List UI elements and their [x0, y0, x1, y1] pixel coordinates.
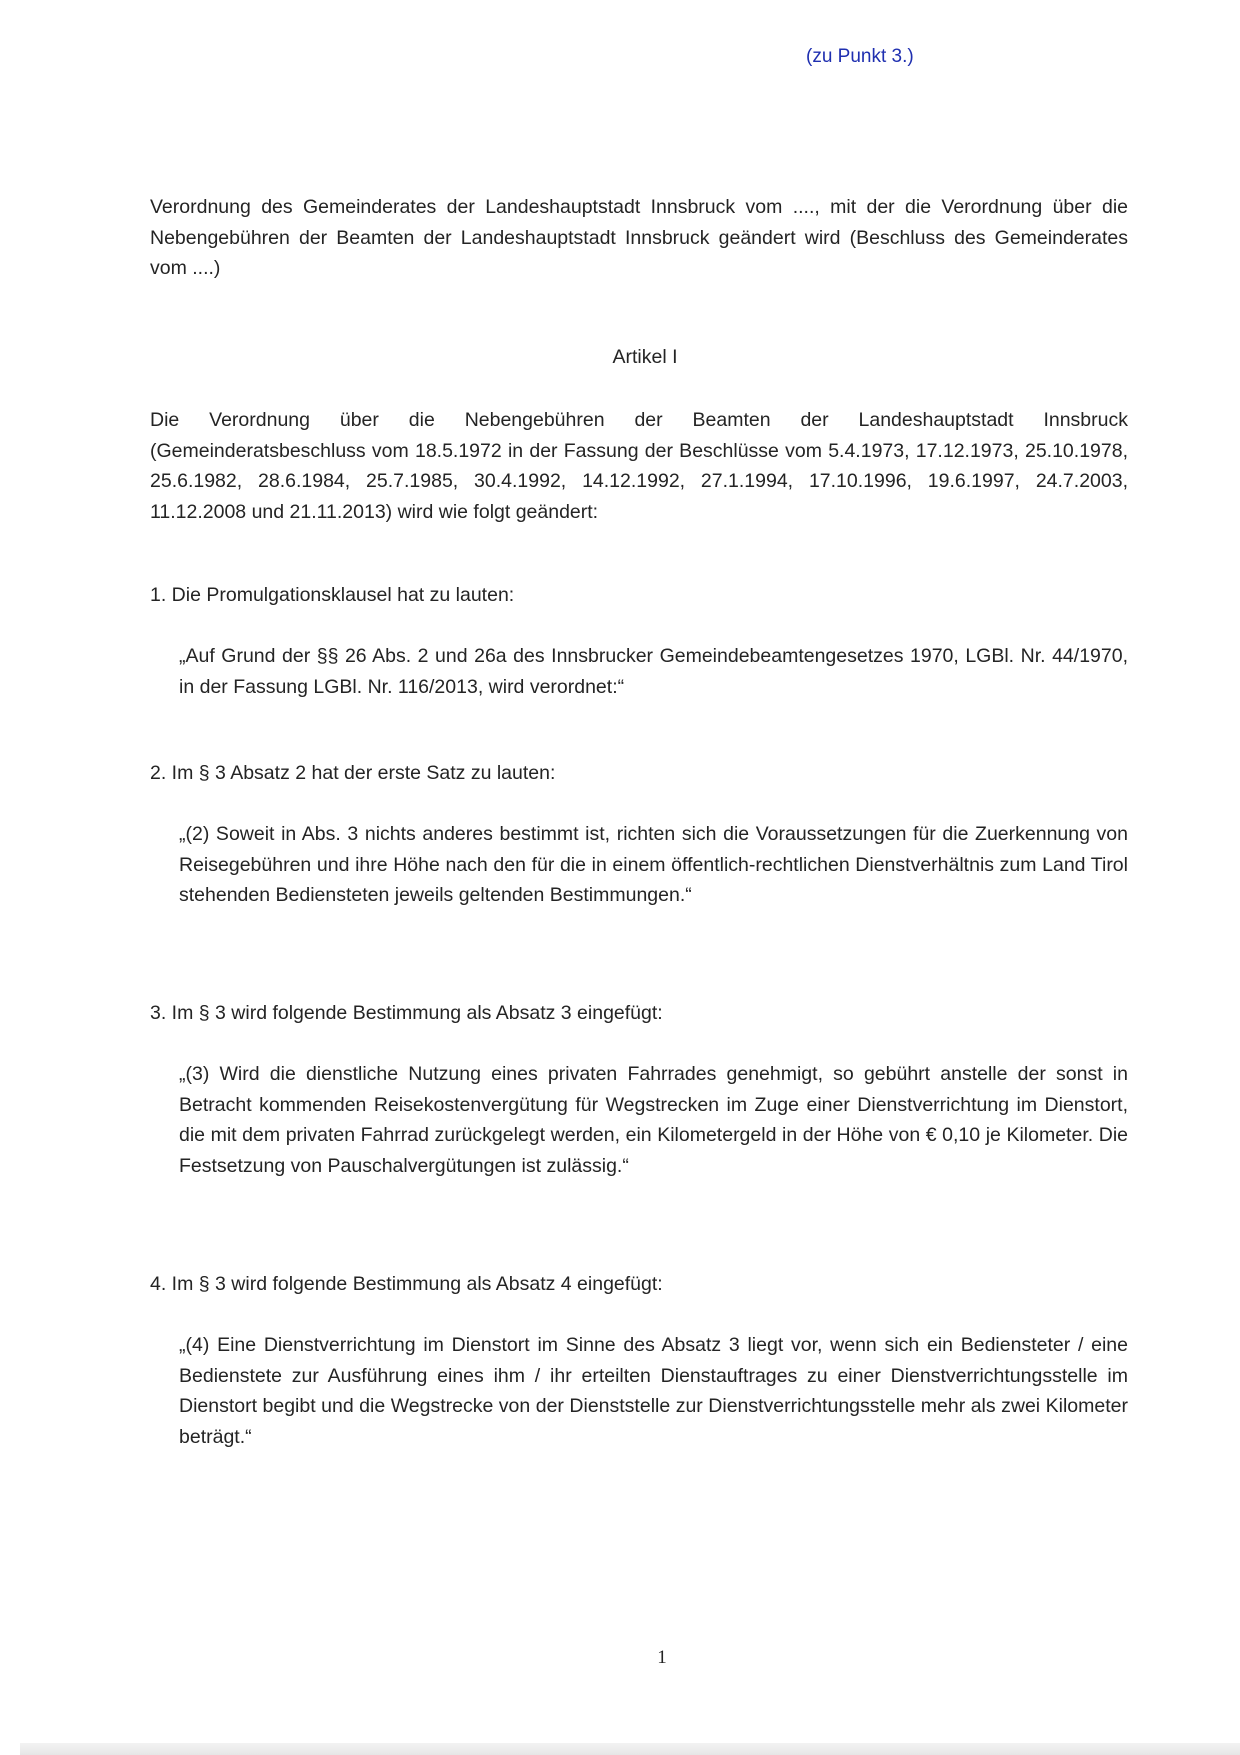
item-2-heading: 2. Im § 3 Absatz 2 hat der erste Satz zu lauten: — [150, 762, 556, 784]
scan-bottom-edge — [20, 1743, 1240, 1755]
item-1-quote: „Auf Grund der §§ 26 Abs. 2 und 26a des Innsbrucker Gemeindebeamtengesetzes 1970, LGBl. Nr. 44/1970, in der Fassung LGBl. Nr. 116/2013, wird verordnet:“ — [179, 645, 1128, 698]
item-1-heading: 1. Die Promulgationsklausel hat zu lauten: — [150, 584, 515, 606]
document-title: Verordnung des Gemeinderates der Landeshauptstadt Innsbruck vom ...., mit der die Verordnung über die Nebengebühren der Beamten der Landeshauptstadt Innsbruck geändert wird (Beschluss des Gemeinderates vom ....) — [150, 196, 1128, 279]
article-heading: Artikel I — [612, 346, 678, 368]
item-3-quote: „(3) Wird die dienstliche Nutzung eines privaten Fahrrades genehmigt, so gebührt anstelle der sonst in Betracht kommenden Reisekostenvergütung für Wegstrecken im Zuge einer Dienstverrichtung im Dienstort, die mit dem privaten Fahrrad zurückgelegt werden, ein Kilometergeld in der Höhe von € 0,10 je Kilometer. Die Festsetzung von Pauschalvergütungen ist zulässig.“ — [179, 1063, 1128, 1177]
item-3-heading: 3. Im § 3 wird folgende Bestimmung als Absatz 3 eingefügt: — [150, 1002, 663, 1024]
scan-artifact — [34, 30, 82, 34]
item-2-quote: „(2) Soweit in Abs. 3 nichts anderes bestimmt ist, richten sich die Voraussetzungen für die Zuerkennung von Reisegebühren und ihre Höhe nach den für die in einem öffentlich-rechtlichen Dienstverhältnis zum Land Tirol stehenden Bediensteten jeweils geltenden Bestimmungen.“ — [179, 823, 1128, 906]
item-4-heading: 4. Im § 3 wird folgende Bestimmung als Absatz 4 eingefügt: — [150, 1273, 663, 1295]
intro-paragraph: Die Verordnung über die Nebengebühren der Beamten der Landeshauptstadt Innsbruck (Gemeinderatsbeschluss vom 18.5.1972 in der Fassung der Beschlüsse vom 5.4.1973, 17.12.1973, 25.10.1978, 25.6.1982, 28.6.1984, 25.7.1985, 30.4.1992, 14.12.1992, 27.1.1994, 17.10.1996, 19.6.1997, 24.7.2003, 11.12.2008 und 21.11.2013) wird wie folgt geändert: — [150, 409, 1128, 523]
reference-note: (zu Punkt 3.) — [806, 46, 914, 67]
page-number: 1 — [657, 1647, 667, 1668]
item-4-quote: „(4) Eine Dienstverrichtung im Dienstort im Sinne des Absatz 3 liegt vor, wenn sich ein Bediensteter / eine Bedienstete zur Ausführung eines ihm / ihr erteilten Dienstauftrages zu einer Dienstverrichtungsstelle im Dienstort begibt und die Wegstrecke von der Dienststelle zur Dienstverrichtungsstelle mehr als zwei Kilometer beträgt.“ — [179, 1334, 1128, 1448]
